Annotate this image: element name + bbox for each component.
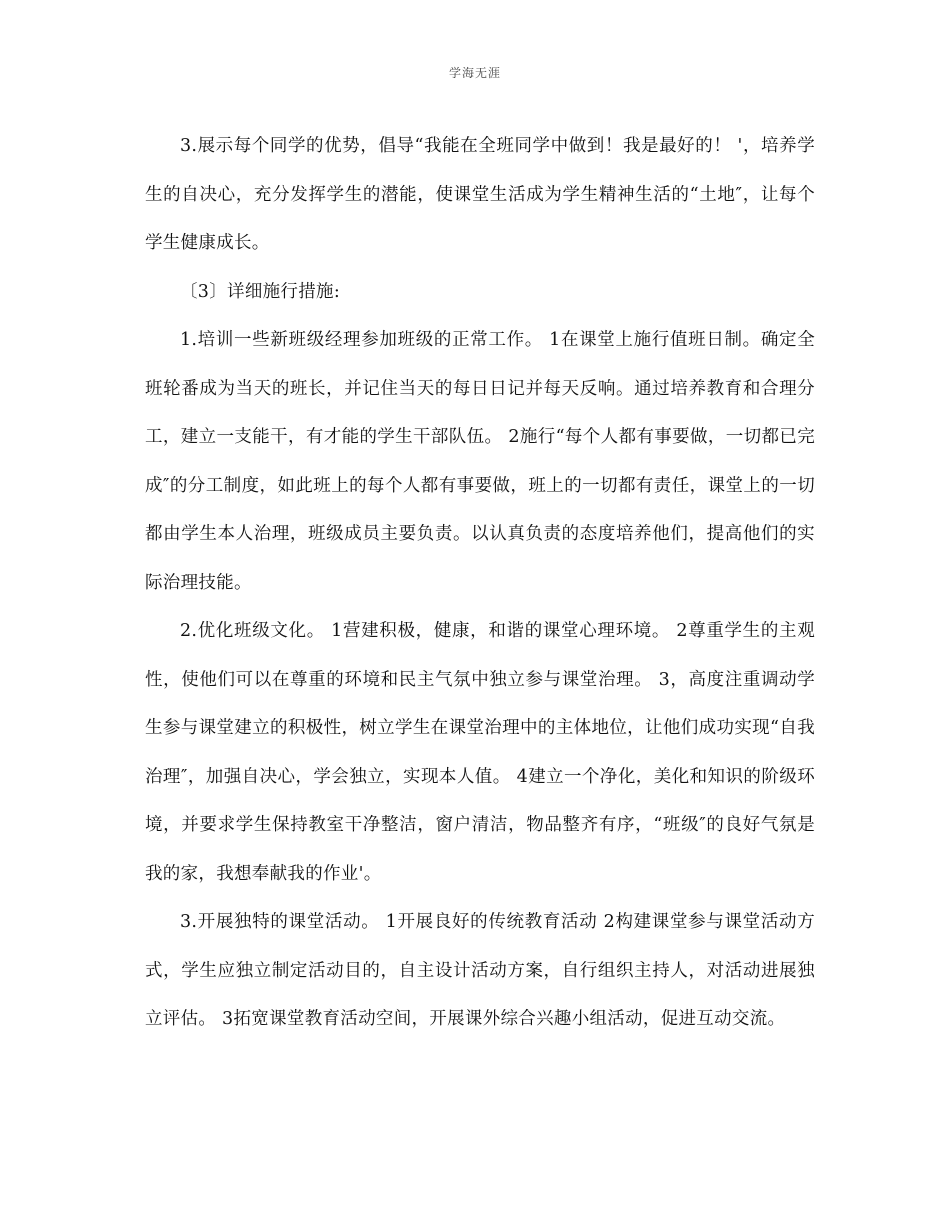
paragraph-advantages: 3.展示每个同学的优势，倡导“我能在全班同学中做到！我是最好的！ '，培养学生的自决心，充分发挥学生的潜能，使课堂生活成为学生精神生活的“土地″，让每个学生健康成长。 [145,136,815,253]
paragraph-activities: 3.开展独特的课堂活动。 1开展良好的传统教育活动 2构建课堂参与课堂活动方式，学生应独立制定活动目的，自主设计活动方案，自行组织主持人，对活动进展独立评估。 3拓宽课堂教育活动空间，开展课外综合兴趣小组活动，促进互动交流。 [145,912,815,1029]
paragraph-class-culture: 2.优化班级文化。 1营建积极，健康，和谐的课堂心理环境。 2尊重学生的主观性，使他们可以在尊重的环境和民主气氛中独立参与课堂治理。 3，高度注重调动学生参与课堂建立的积极性，树立学生在课堂治理中的主体地位，让他们成功实现“自我治理″，加强自决心，学会独立，实现本人值。 4建立一个净化，美化和知识的阶级环境，并要求学生保持教室干净整洁，窗户清洁，物品整齐有序，“班级″的良好气氛是我的家，我想奉献我的作业'。 [145,621,815,884]
document-body [145,122,815,1044]
page-header: 学海无涯 [448,66,501,80]
paragraph-training: 1.培训一些新班级经理参加班级的正常工作。 1在课堂上施行值班日制。确定全班轮番成为当天的班长，并记住当天的每日日记并每天反响。通过培养教育和合理分工，建立一支能干，有才能的学生干部队伍。 2施行“每个人都有事要做，一切都已完成″的分工制度，如此班上的每个人都有事要做，班上的一切都有责任，课堂上的一切都由学生本人治理，班级成员主要负责。以认真负责的态度培养他们，提高他们的实际治理技能。 [145,330,815,593]
section-heading-measures: 〔3〕详细施行措施: [180,281,341,302]
